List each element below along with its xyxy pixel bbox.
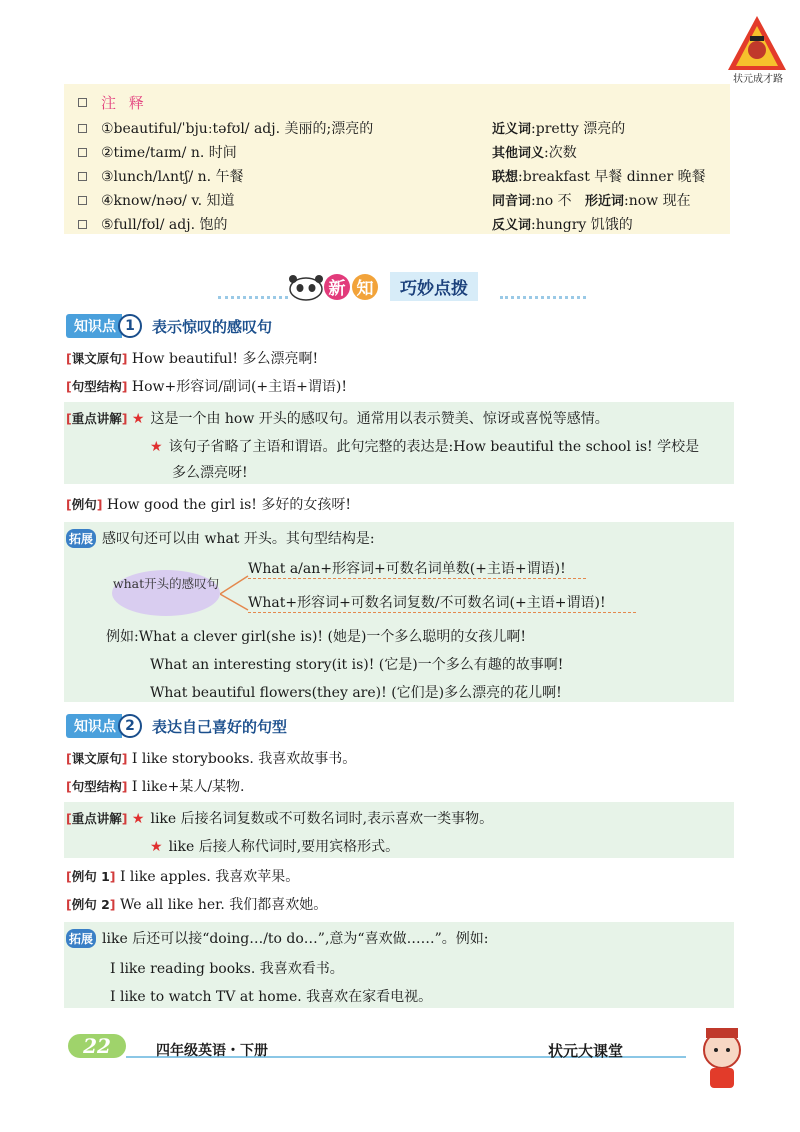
knowledge-point-header [66, 314, 272, 338]
example-line [66, 894, 327, 914]
footer-brand: 状元大课堂 [548, 1042, 624, 1060]
related-label: 联想 [492, 170, 519, 185]
original-label: [课文原句] [66, 751, 128, 766]
footer-grade: 四年级英语・下册 [156, 1043, 268, 1059]
example-label: [例句] [66, 497, 103, 512]
extension-intro [66, 528, 375, 548]
kp-tag: 知识点 [66, 314, 122, 338]
related-label: 同音词 [492, 194, 532, 209]
pattern-2: What+形容词+可数名词复数/不可数名词(+主语+谓语)! [248, 595, 606, 611]
structure-label: [句型结构] [66, 379, 128, 394]
checkbox-icon [78, 124, 87, 133]
explain-text: like 后接名词复数或不可数名词时,表示喜欢一类事物。 [150, 811, 494, 827]
structure-text: I like+某人/某物. [131, 779, 245, 795]
section-badge: 知 [352, 274, 378, 300]
note-item [78, 118, 373, 138]
explain-text: 该句子省略了主语和谓语。此句完整的表达是:How beautiful the school is! 学校是 [168, 439, 700, 455]
example-text: We all like her. 我们都喜欢她。 [119, 897, 328, 913]
star-icon: ★ [150, 839, 163, 855]
extension-text: like 后还可以接“doing…/to do…”,意为“喜欢做……”。例如: [102, 931, 489, 947]
mascot-icon [690, 1020, 754, 1092]
note-related [492, 142, 577, 162]
explain-line [66, 808, 493, 828]
example-line [66, 494, 351, 514]
kp-number: 1 [118, 314, 142, 338]
section-header [288, 272, 478, 301]
note-related [492, 166, 706, 186]
example-sentence: I like to watch TV at home. 我喜欢在家看电视。 [110, 989, 433, 1005]
explain-line [150, 836, 399, 856]
notes-title-row [78, 92, 148, 113]
extension-intro [66, 928, 488, 948]
note-related [492, 190, 691, 210]
kp-tag: 知识点 [66, 714, 122, 738]
related-label: 形近词 [585, 194, 625, 209]
note-text: ②time/taɪm/ n. 时间 [101, 145, 237, 161]
note-text: ①beautiful/ˈbjuːtəfʊl/ adj. 美丽的;漂亮的 [101, 121, 374, 137]
example-sentence: What an interesting story(it is)! (它是)一个多么有趣的故事啊! [150, 657, 564, 673]
kp-number: 2 [118, 714, 142, 738]
note-item [78, 166, 244, 186]
dotted-divider [500, 296, 586, 301]
note-related [492, 214, 633, 234]
explain-label: [重点讲解] [66, 411, 128, 426]
kp-title: 表示惊叹的感叹句 [152, 317, 273, 336]
related-label: 其他词义 [492, 146, 545, 161]
note-item [78, 214, 227, 234]
extension-tag: 拓展 [66, 929, 96, 948]
pattern-ellipse: what开头的感叹句 [112, 570, 220, 616]
explain-text: like 后接人称代词时,要用宾格形式。 [168, 839, 400, 855]
original-text: How beautiful! 多么漂亮啊! [131, 351, 319, 367]
star-icon: ★ [131, 411, 145, 427]
note-item [78, 190, 234, 210]
related-text: :次数 [544, 145, 577, 161]
note-text: ③lunch/lʌntʃ/ n. 午餐 [101, 169, 244, 185]
note-item [78, 142, 237, 162]
section-title: 巧妙点拨 [390, 272, 478, 301]
explain-text: 这是一个由 how 开头的感叹句。通常用以表示赞美、惊讶或喜悦等感情。 [150, 411, 609, 427]
structure-label: [句型结构] [66, 779, 128, 794]
example-label: [例句 1] [66, 869, 116, 884]
original-text: I like storybooks. 我喜欢故事书。 [131, 751, 357, 767]
logo-text: 状元成才路 [733, 74, 783, 85]
related-text: :now 现在 [624, 193, 691, 209]
knowledge-point-header [66, 714, 287, 738]
checkbox-icon [78, 196, 87, 205]
example-text: I like apples. 我喜欢苹果。 [119, 869, 300, 885]
related-text: :hungry 饥饿的 [531, 217, 633, 233]
checkbox-icon [78, 148, 87, 157]
structure-text: How+形容词/副词(+主语+谓语)! [131, 379, 347, 395]
explain-line [150, 436, 699, 456]
section-badge: 新 [324, 274, 350, 300]
original-label: [课文原句] [66, 351, 128, 366]
notes-box [64, 84, 730, 234]
dotted-divider [218, 296, 288, 301]
kp-title: 表达自己喜好的句型 [152, 717, 288, 736]
note-related [492, 118, 625, 138]
example-sentence: 例如:What a clever girl(she is)! (她是)一个多么聪明的女孩儿啊! [106, 629, 527, 645]
original-sentence [66, 348, 318, 368]
note-text: ④know/nəʊ/ v. 知道 [101, 193, 235, 209]
related-label: 近义词 [492, 122, 532, 137]
extension-tag: 拓展 [66, 529, 96, 548]
checkbox-icon [78, 98, 87, 107]
example-sentence: I like reading books. 我喜欢看书。 [110, 961, 344, 977]
structure [66, 376, 347, 396]
checkbox-icon [78, 172, 87, 181]
branch-connector [220, 574, 250, 614]
star-icon: ★ [131, 811, 145, 827]
original-sentence [66, 748, 356, 768]
dashed-underline [248, 612, 636, 613]
notes-title: 注 释 [101, 94, 148, 112]
star-icon: ★ [150, 439, 163, 455]
structure [66, 776, 245, 796]
example-label: [例句 2] [66, 897, 116, 912]
explain-line [66, 408, 609, 428]
checkbox-icon [78, 220, 87, 229]
page-number: 22 [68, 1034, 126, 1058]
related-text: :breakfast 早餐 dinner 晚餐 [518, 169, 706, 185]
related-text: :no 不 [531, 193, 572, 209]
example-text: How good the girl is! 多好的女孩呀! [106, 497, 352, 513]
note-text: ⑤full/fʊl/ adj. 饱的 [101, 217, 228, 233]
related-label: 反义词 [492, 218, 532, 233]
dashed-underline [248, 578, 586, 579]
pattern-1: What a/an+形容词+可数名词单数(+主语+谓语)! [248, 561, 566, 577]
explain-line [172, 462, 248, 482]
example-line [66, 866, 299, 886]
panda-icon [288, 273, 324, 301]
related-text: :pretty 漂亮的 [531, 121, 626, 137]
explain-label: [重点讲解] [66, 811, 128, 826]
extension-text: 感叹句还可以由 what 开头。其句型结构是: [102, 531, 375, 547]
example-sentence: What beautiful flowers(they are)! (它们是)多么漂亮的花儿啊! [150, 685, 562, 701]
explain-text: 多么漂亮呀! [172, 465, 248, 481]
